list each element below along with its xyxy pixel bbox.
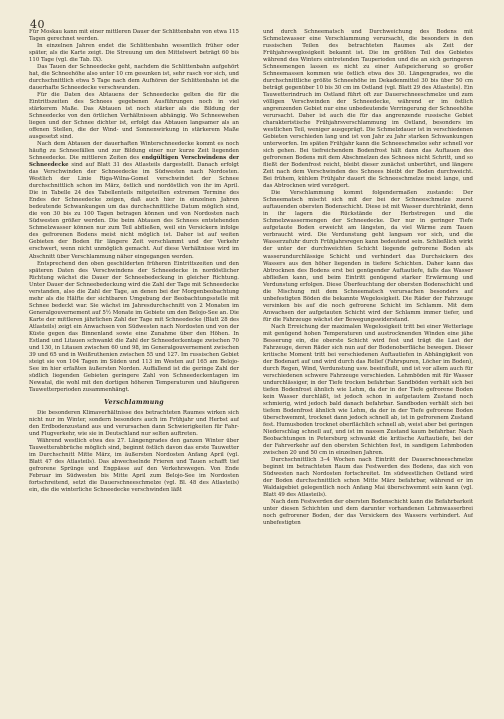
bold-term: endgültigen Verschwindens der Schneedecke bbox=[29, 155, 239, 169]
paragraph: und durch Schneematsch und Durchweichung des Bodens mit Schmelzwasser eine Verschlammung verursacht, die besonders in den russischen Teilen des betrachteten Raumes als Zeit der Frühjahrsweglosigkeit bekannt ist. Die im größten Teil des Gebietes während des Winters eintretenden Tauperioden und die an sich geringeren Schneemengen lassen es nicht zu einer Aufspeicherung so großer Schneemassen kommen wie östlich etwa des 30. Längengrades, wo die durchschnittliche größte Schneehöhe im Dekadenmittel 30 bis über 50 cm beträgt gegenüber 10 bis 30 cm im Ostland (vgl. Blatt 29 des Atlasteils). Ein Tauwetterindruch im Ostland führt oft zur Dauerschneeschmelze und zum völligen Verschwinden der Schneedecke, während er im östlich angrenzenden Gebiet nur eine unbedeutende Verringerung der Schneehöhe verursacht. Daher ist auch die für das angrenzende russische Gebiet charakteristische Frühjahrsverschlammung im Ostland, besonders im westlichen Teil, weniger ausgeprägt. Die Schmelzdauer ist in verschiedenen Gebieten verschieden lang und ist von Jahr zu Jahr starken Schwankungen unterworfen. Im späten Frühjahr kann die Schneeschmelze sehr schnell vor sich gehen. Bei tiefreichendem Bodenfrost hält dann das Auftauen des gefrorenen Bodens mit dem Abschmelzen des Schnees nicht Schritt, und so fließt der Bodenfrost reicht, bleibt dieser zunächst unberührt, und längere Zeit nach dem Verschwinden des Schnees bleibt der Boden durchweicht. Bei frühem, kühlem Frühjahr dauert die Schneeschmelze meist lange, und das Abtrocknen wird verzögert. bbox=[263, 29, 473, 190]
left-column bbox=[29, 29, 239, 709]
paragraph: Die Verschlammung kommt folgendermaßen zustande: Der Schneematsch mischt sich mit der bei der Schneeschmelze zuerst auftauenden obersten Bodenschicht. Diese ist mit Wasser durchtränkt, denn in ihr lagern die Rückstände der Herbstregen und die Schmelzwassermengen der Schneedecke. Der nur in geringer Tiefe aufgetaute Boden erweicht am längsten, da viel Wärme zum Tauen verbraucht wird. Die Verdunstung geht langsam vor sich, und die Wasserzufuhr durch Frühjahrsregen kann bedeutend sein. Schließlich wirkt der unter der durchweichten Schicht liegende gefrorene Boden als wasserundurchlässige Schicht und verhindert das Durchsickern des Wassers aus den höher liegenden in tiefere Schichten. Daher kann das Abtrocknen des Bodens erst bei genügender Auftautiefe, falls das Wasser abfließen kann, und beim Eintritt genügend starker Erwärmung und Verdunstung erfolgen. Diese Überfeuchtung der obersten Bodenschicht und die Mischung mit dem Schneematsch verursachen besonders auf unbefestigten Böden die bekannte Wegelosigkeit. Die Räder der Fahrzeuge versinken bis auf die noch gefrorene Schicht im Schlamm. Mit dem Anwachsen der aufgetauten Schicht wird der Schlamm immer tiefer, und für die Fahrzeuge wächst der Bewegungswiderstand. bbox=[263, 190, 473, 323]
right-column bbox=[263, 29, 473, 709]
paragraph: Nach dem Festwerden der obersten Bodenschicht kann die Befahrbarkeit unter diesen Schichten und dem darunter vorhandenen Lehmwasserbrei noch gefrorener Boden, der das Versickern des Wassers verhindert. Auf unbefestigten bbox=[263, 499, 473, 527]
paragraph: In einzelnen Jahren endet die Schlittenbahn wesentlich früher oder später, als die Karte zeigt. Die Streuung um den Mittelwert beträgt 60 bis 110 Tage (vgl. die Tab. IX). bbox=[29, 43, 239, 64]
paragraph: Die besonderen Klimaverhältnisse des betrachteten Raumes wirken sich nicht nur im Winter, sondern besonders auch im Frühjahr und Herbst auf den Erdbodenzustand aus und verursachen dann Schwierigkeiten für Fahr- und Flugverkehr, wie sie in Deutschland nur selten auftreten. bbox=[29, 409, 239, 437]
paragraph: Für die Daten des Abtauens der Schneedecke gelten die für die Eintrittszeiten des Schnees gegebenen Ausführungen noch in viel stärkerem Maße. Das Abtauen ist noch stärker als die Bildung der Schneedecke von den örtlichen Verhältnissen abhängig. Wo Schneewehen liegen und der Schnee dichter ist, erfolgt das Abtauen langsamer als an offenen Stellen, die der Wind- und Sonnenwirkung in stärkerem Maße ausgesetzt sind. bbox=[29, 92, 239, 141]
paragraph: Für Moskau kann mit einer mittleren Dauer der Schlittenbahn von etwa 115 Tagen gerechnet werden. bbox=[29, 29, 239, 43]
paragraph bbox=[29, 141, 239, 260]
paragraph: Während westlich etwa des 27. Längengrades den ganzen Winter über Tauwetterabbrüche möglich sind, beginnt östlich davon das erste Tauwetter im Durchschnitt Mitte März, im äußersten Nordosten Anfang April (vgl. Blatt 47 des Atlasteils). Das abwechselnde Frieren und Tauen schafft tief gefrorene Sprünge und Engpässe auf den Verkehrswegen. Von Ende Februar im Südwesten bis Mitte April zum Belojo-See im Nordosten fortschreitend, setzt die Dauerschneeschmelze (vgl. Bl. 48 des Atlasteils) ein, die die winterliche Schneedecke verschwinden läßt bbox=[29, 437, 239, 493]
paragraph: Das Tauen der Schneedecke geht, nachdem die Schlittenbahn aufgehört hat, die Schneehöhe also unter 10 cm gesunken ist, sehr rasch vor sich, und durchschnittlich etwa 5 Tage nach dem Aufhören der Schlittenbahn ist die dauerhafte Schneedecke verschwunden. bbox=[29, 64, 239, 92]
paragraph: Durchschnittlich 3–4 Wochen nach Eintritt der Dauerschneeschmelze beginnt im betrachteten Raum das Festwerden des Bodens, das sich von Südwesten nach Nordosten fortschreitet. Im südwestlichen Ostland wird der Boden durchschnittlich schon Mitte März befahrbar, während er im Waldaigebiet gelegentlich noch Anfang Mai überschwemmt sein kann (vgl. Blatt 49 des Atlasteils). bbox=[263, 456, 473, 499]
section-heading: Verschlammung bbox=[104, 398, 164, 406]
paragraph-text: Nach dem Abtauen der dauerhaften Winterschneedecke kommt es noch häufig zu Schneefällen und zur Bildung einer nur kurze Zeit liegenden Schneedecke. Die mittleren Zeiten des bbox=[29, 141, 239, 162]
paragraph-text: sind auf Blatt 31 des Atlasteils dargestellt. Danach erfolgt das Verschwinden der Schneedecke im Südwesten nach Nordosten. Westlich der Linie Riga-Wilna-Gomel verschwindet der Schnee durchschnittlich schon im März, östlich und nordöstlich von ihr im April. Die in Tabelle 24 des Tabellenteils mitgeteilten extremen Termine des Endes der Schneedecke zeigen, daß auch hier in einzelnen Jahren bedeutende Schwankungen um das durchschnittliche Datum möglich sind, die von 30 bis zu 100 Tagen betragen können und von Nordosten nach Südwesten größer werden. Die beim Abtauen des Schnees entstehenden Schmelzwasser können nur zum Teil abfließen, weil ein Versickern infolge des gefrorenen Bodens meist nicht möglich ist. Daher ist auf weiten Gebieten der Boden für längere Zeit verschlammt und der Verkehr erschwert, wenn nicht unmöglich gemacht. Auf diese Verhältnisse wird im Abschnitt über Verschlammung näher eingegangen werden. bbox=[29, 162, 239, 260]
paragraph: Entsprechend den oben geschilderten früheren Eintrittszeiten und den späteren Daten des Verschwindens der Schneedecke in nordöstlicher Richtung wächst die Dauer der Schneebedeckung in gleicher Richtung. Unter Dauer der Schneebedeckung wird die Zahl der Tage mit Schneedecke verstanden, also die Zahl der Tage, an denen bei der Morgenbeobachtung mehr als die Hälfte der sichtbaren Umgebung der Beobachtungsstelle mit Schnee bedeckt war. Sie wächst im Jahresdurchschnitt von 2 Monaten im Generalgouvernement auf 5½ Monate im Gebiete um den Belojo-See an. Die Karte der mittleren jährlichen Zahl der Tage mit Schneedecke (Blatt 28 des Atlasteils) zeigt ein Anwachsen von Südwesten nach Nordosten und von der Küste gegen das Binnenland sowie eine Zunahme über den Höhen. In Estland und Litauen schwankt die Zahl der Schneedeckentage zwischen 70 und 130, in Litauen zwischen 60 und 98, im Generalgouvernement zwischen 39 und 65 und in Weißruthenien zwischen 55 und 127. Im russischen Gebiet steigt sie von 104 Tagen im Süden und 113 im Westen auf 165 am Belojo-See im hier erfaßten äußersten Norden. Auffallend ist die geringe Zahl der südlich liegenden Gebieten geringere Zahl von Schneedeckentagen im Newatal, die wohl mit den dortigen höheren Temperaturen und häufigeren Tauwetterperioden zusammenhängt. bbox=[29, 260, 239, 393]
paragraph: Nach Erreichung der maximalen Wegelosigkeit tritt bei einer Wetterlage mit genügend hohen Temperaturen und austrocknenden Winden eine jähe Besserung ein, die oberste Schicht wird fest und trägt die Last der Fahrzeuge, deren Räder sich nun auf der Bodenoberfläche bewegen. Dieser kritische Moment tritt bei verschiedenen Auftautiefen in Abhängigkeit von der Bodenart auf und wird durch das Relief (Fahrspuren, Löcher im Boden), durch Regen, Wind, Verdunstung usw. beeinflußt, und ist vor allem auch für verschiedenen schwere Fahrzeuge verschieden. Lehmböden mit für Wasser undurchlässiger, in der Tiefe trocken befahrbar. Sandböden verhält sich bei tiefen Bodenfrost ähnlich wie Lehm, da der in der Tiefe gefrorene Boden kein Wasser durchläßt, ist jedoch schon in aufgetautem Zustand noch schmierig, wird jedoch bald danach befahrbar. Sandboden verhält sich bei tiefem Bodenfrost ähnlich wie Lehm, da der in der Tiefe gefrorene Boden überschwemmt, trocknet dann jedoch schnell ab, ist in gefrorenem Zustand fest. Humusboden trocknet oberflächlich schnell ab, weist aber bei geringen Niederschlag schnell auf, und ist im nassen Zustand kaum befahrbar. Nach Beobachtungen in Petersburg schwankt die kritische Auftautiefe, bei der der Fahrverkehr auf den obersten Schichten fest, in sandigem Lehmboden zwischen 20 und 50 cm in einzelnen Jahren. bbox=[263, 323, 473, 456]
page-number: 40 bbox=[30, 18, 45, 31]
